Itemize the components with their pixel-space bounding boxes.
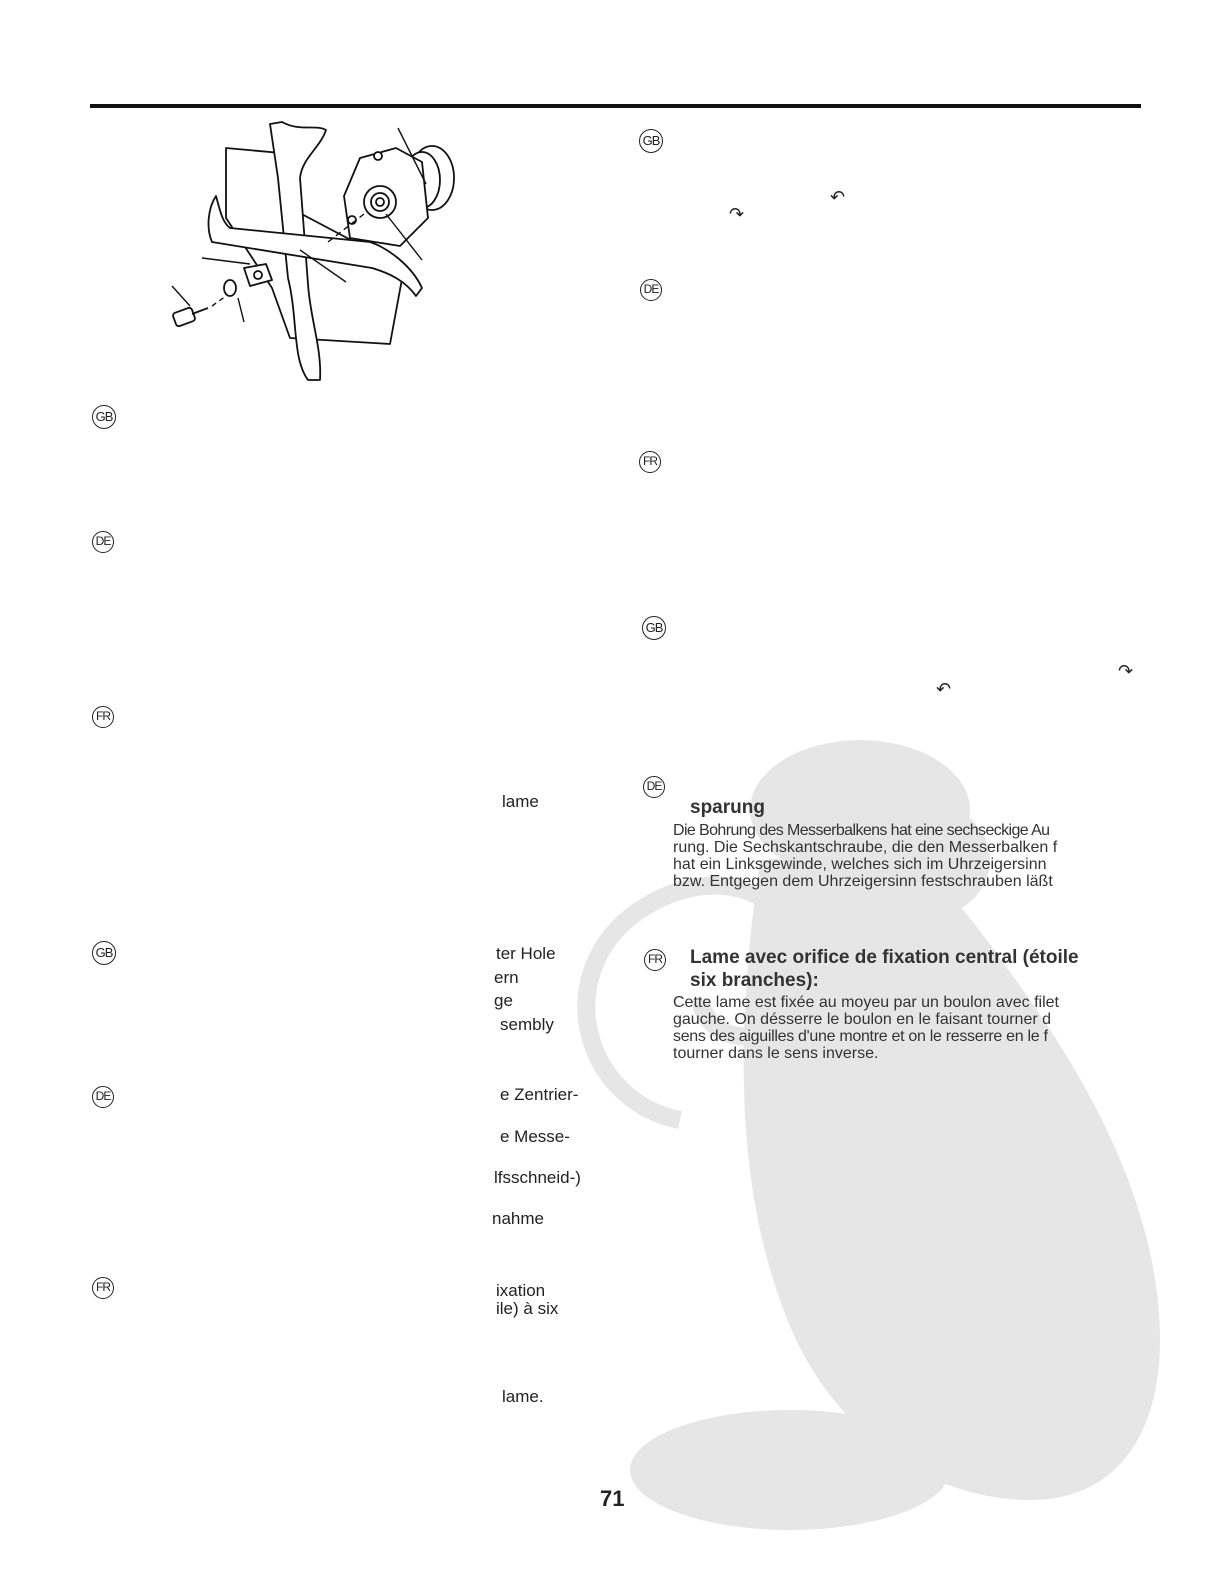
page-number: 71 — [600, 1486, 625, 1511]
counterclockwise-arrow-icon: ↶ — [936, 679, 952, 699]
text-fragment: ge — [494, 991, 513, 1010]
fr-section-body — [673, 994, 1097, 1062]
text-fragment: ern — [494, 968, 519, 987]
fr-body-line: Cette lame est fixée au moyeu par un boulon avec filet — [673, 994, 1059, 1011]
de-body-line: Die Bohrung des Messerbalkens hat eine sechseckige Au — [673, 822, 1050, 839]
gb-badge: GB — [92, 405, 116, 429]
text-fragment: ter Hole — [496, 944, 556, 963]
de-badge: DE — [92, 1086, 114, 1108]
fr-badge: FR — [639, 451, 661, 473]
fr-section-title — [690, 946, 1100, 992]
text-fragment: e Zentrier- — [500, 1085, 579, 1104]
blade-assembly-figure — [160, 118, 480, 388]
de-body-line: hat ein Linksgewinde, welches sich im Uhrzeigersinn — [673, 856, 1047, 873]
fr-body-line: gauche. On désserre le boulon en le faisant tourner d — [673, 1011, 1052, 1028]
text-fragment: lfsschneid-) — [494, 1168, 581, 1187]
de-badge: DE — [92, 531, 114, 553]
fr-body-line: tourner dans le sens inverse. — [673, 1045, 879, 1062]
clockwise-arrow-icon: ↷ — [1118, 661, 1134, 681]
text-fragment: e Messe- — [500, 1127, 570, 1146]
text-fragment: lame. — [502, 1387, 544, 1406]
text-fragment: ixation — [496, 1281, 546, 1300]
text-fragment: lame — [502, 792, 539, 811]
fr-title-line: Lame avec orifice de fixation central (étoile — [690, 947, 1079, 968]
fr-badge: FR — [92, 1277, 114, 1299]
gb-badge: GB — [639, 129, 663, 153]
gb-badge: GB — [92, 941, 116, 965]
gb-badge: GB — [642, 616, 666, 640]
de-badge: DE — [640, 279, 662, 301]
de-body-line: bzw. Entgegen dem Uhrzeigersinn festschrauben läßt — [673, 873, 1053, 890]
counterclockwise-arrow-icon: ↶ — [830, 187, 846, 207]
clockwise-arrow-icon: ↷ — [729, 204, 745, 224]
de-badge: DE — [643, 776, 665, 798]
fr-title-line: six branches): — [690, 970, 819, 991]
fr-body-line: sens des aiguilles d'une montre et on le resserre en le f — [673, 1028, 1048, 1045]
fr-badge: FR — [92, 706, 114, 728]
fr-badge: FR — [644, 949, 666, 971]
text-fragment: nahme — [492, 1209, 544, 1228]
de-body-line: rung. Die Sechskantschraube, die den Messerbalken f — [673, 839, 1058, 856]
text-fragment: sembly — [500, 1015, 554, 1034]
de-section-title: sparung — [690, 797, 765, 818]
text-fragment: ile) à six — [496, 1299, 559, 1318]
de-section-body — [673, 822, 1097, 890]
top-rule — [90, 104, 1141, 108]
